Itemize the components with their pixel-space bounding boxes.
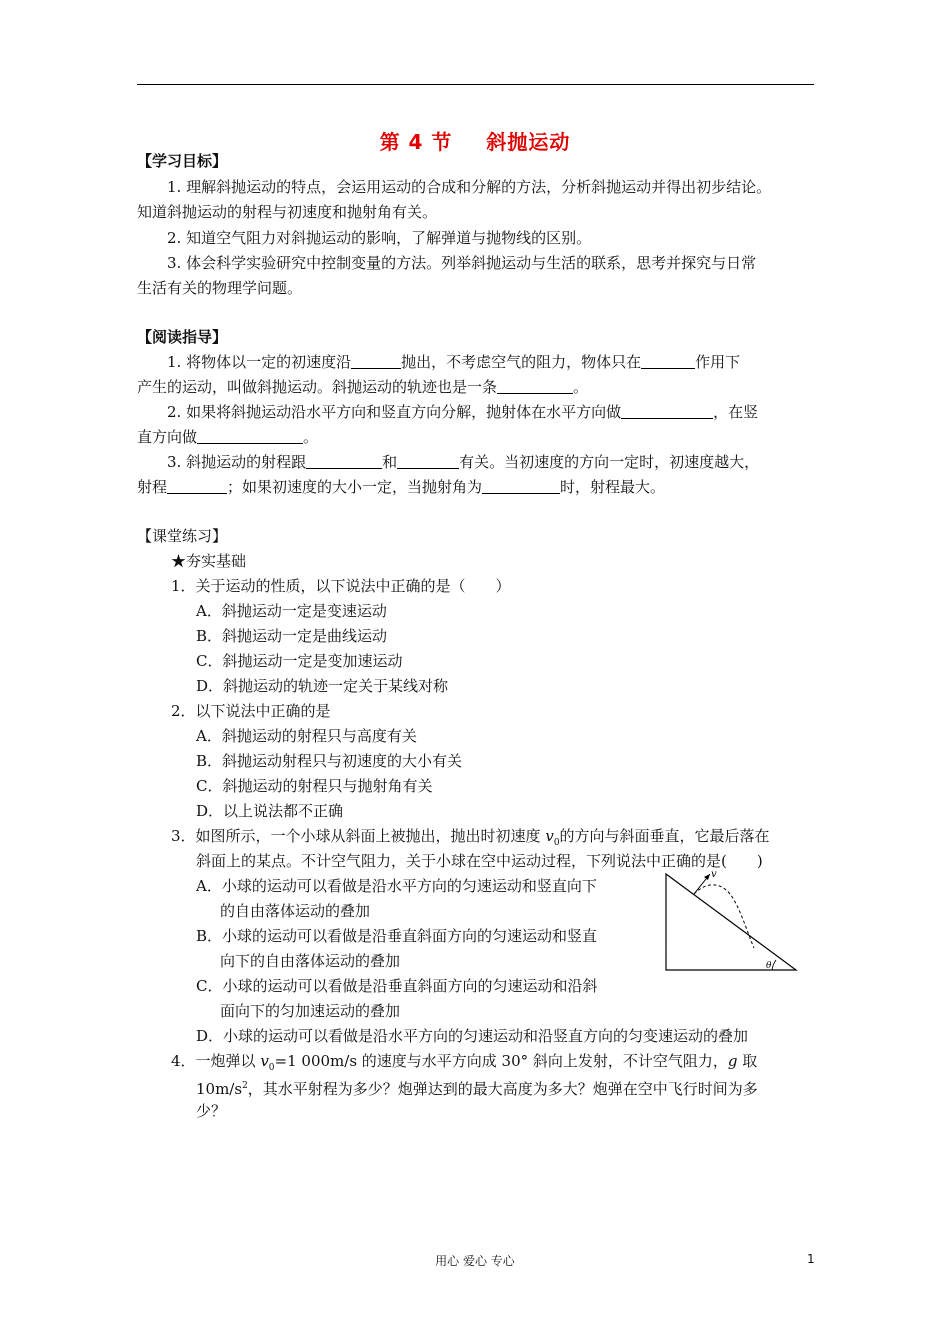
velocity-arrowhead	[704, 874, 710, 880]
q1-option-b: B．斜抛运动一定是曲线运动	[196, 627, 388, 645]
question-4-line3: 少？	[196, 1102, 227, 1120]
reading-q3-line2: 射程 ；如果初速度的大小一定，当抛射角为 时，射程最大。	[137, 478, 666, 496]
q3-option-c-line2: 面向下的匀加速运动的叠加	[220, 1002, 401, 1020]
header-rule	[137, 84, 814, 85]
footer-text: 用心 爱心 专心	[435, 1254, 515, 1268]
goal-line-2: 知道斜抛运动的射程与初速度和抛射角有关。	[137, 203, 438, 221]
practice-heading: 【课堂练习】	[137, 527, 228, 545]
question-4-line1: 4．一炮弹以 $v_0=1$ 000m/s 的速度与水平方向成 30° 斜向上发射，不计空气阻力，g 取	[171, 1052, 758, 1073]
goal-line-3: 2. 知道空气阻力对斜抛运动的影响，了解弹道与抛物线的区别。	[167, 229, 592, 247]
q1-option-d: D．斜抛运动的轨迹一定关于某线对称	[196, 677, 449, 695]
section-name: 斜抛运动	[486, 130, 571, 154]
q3-option-a-line1: A．小球的运动可以看做是沿水平方向的匀速运动和竖直向下	[196, 877, 597, 895]
question-1: 1．关于运动的性质，以下说法中正确的是（ ）	[171, 577, 511, 595]
q3-option-c-line1: C．小球的运动可以看做是沿垂直斜面方向的匀速运动和沿斜	[196, 977, 598, 995]
q2-option-a: A．斜抛运动的射程只与高度有关	[196, 727, 417, 745]
blank[interactable]	[621, 403, 713, 419]
question-3-line1: 3．如图所示，一个小球从斜面上被抛出，抛出时初速度 $v_0$的方向与斜面垂直，它最后落在	[171, 827, 770, 848]
q2-option-c: C．斜抛运动的射程只与抛射角有关	[196, 777, 433, 795]
q1-option-c: C．斜抛运动一定是变加速运动	[196, 652, 403, 670]
q2-option-b: B．斜抛运动射程只与初速度的大小有关	[196, 752, 463, 770]
reading-q1-line2: 产生的运动，叫做斜抛运动。斜抛运动的轨迹也是一条 。	[137, 378, 589, 396]
angle-arc	[772, 960, 776, 970]
goal-line-1: 1. 理解斜抛运动的特点，会运用运动的合成和分解的方法，分析斜抛运动并得出初步结论。	[167, 178, 772, 196]
blank[interactable]	[167, 478, 227, 494]
reading-q3-line1: 3. 斜抛运动的射程跟 和 有关。当初速度的方向一定时，初速度越大，	[167, 453, 760, 471]
q3-option-b-line1: B．小球的运动可以看做是沿垂直斜面方向的匀速运动和竖直	[196, 927, 598, 945]
question-4-line2: $10m/s^2$，其水平射程为多少？炮弹达到的最大高度为多大？炮弹在空中飞行时间为多	[196, 1080, 758, 1098]
q2-option-d: D．以上说法都不正确	[196, 802, 344, 820]
question-3-line2: 斜面上的某点。不计空气阻力，关于小球在空中运动过程，下列说法中正确的是( )	[196, 852, 763, 870]
goal-line-4: 3. 体会科学实验研究中控制变量的方法。列举斜抛运动与生活的联系，思考并探究与日常	[167, 254, 757, 272]
q3-option-b-line2: 向下的自由落体运动的叠加	[220, 952, 401, 970]
reading-q2-line2: 直方向做 。	[137, 428, 319, 446]
reading-q2-line1: 2. 如果将斜抛运动沿水平方向和竖直方向分解，抛射体在水平方向做 ，在竖	[167, 403, 759, 421]
q3-option-d: D．小球的运动可以看做是沿水平方向的匀速运动和沿竖直方向的匀变速运动的叠加	[196, 1027, 749, 1045]
blank[interactable]	[351, 353, 401, 369]
goal-line-5: 生活有关的物理学问题。	[137, 279, 303, 297]
section-number: 第 4 节	[379, 130, 453, 154]
blank[interactable]	[197, 428, 303, 444]
reading-q1-line1: 1. 将物体以一定的初速度沿 抛出，不考虑空气的阻力，物体只在 作用下	[167, 353, 741, 371]
blank[interactable]	[497, 378, 573, 394]
question-2: 2．以下说法中正确的是	[171, 702, 331, 720]
page-number: 1	[807, 1252, 815, 1266]
blank[interactable]	[482, 478, 560, 494]
q3-option-a-line2: 的自由落体运动的叠加	[220, 902, 371, 920]
blank[interactable]	[306, 453, 382, 469]
goals-heading: 【学习目标】	[137, 152, 228, 170]
blank[interactable]	[641, 353, 695, 369]
blank[interactable]	[397, 453, 459, 469]
velocity-label: v	[711, 869, 717, 880]
q1-option-a: A．斜抛运动一定是变速运动	[196, 602, 387, 620]
practice-subheading: ★夯实基础	[171, 552, 247, 570]
incline-figure	[660, 864, 802, 976]
incline-triangle	[666, 874, 796, 970]
theta-label: θ	[766, 961, 772, 971]
reading-heading: 【阅读指导】	[137, 328, 228, 346]
